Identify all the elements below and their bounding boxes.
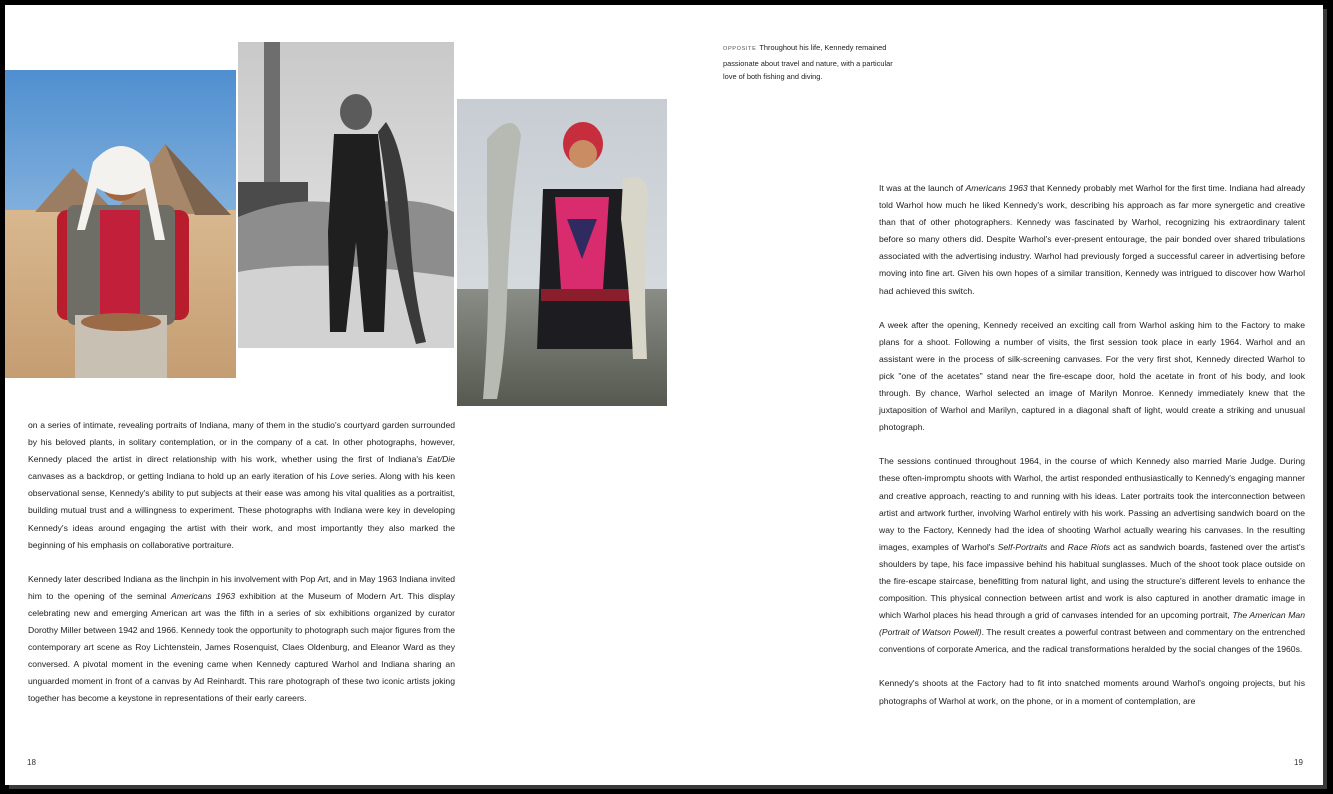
right-text-column [879, 180, 1305, 727]
text-run: Kennedy later described Indiana as the linchpin in his involvement with Pop Art, and in May 1963 Indiana invited him to the opening of the seminal [28, 573, 455, 601]
text-run: on a series of intimate, revealing portraits of Indiana, many of them in the studio's courtyard garden surrounded by his beloved plants, in solitary contemplation, or in the company of a cat. In other photographs, however, Kennedy placed the artist in direct relationship with his work, whether using the first of Indiana's [28, 420, 455, 465]
italic-title-run: Race Riots [1067, 541, 1111, 552]
text-run: canvases as a backdrop, or getting Indiana to hold up an early iteration of his [28, 471, 331, 482]
text-run: act as sandwich boards, fastened over the artist's shoulders by tape, his face impassive behind his habitual sunglasses. Much of the shoot took place outside on the fire-escape staircase, benefitting from natural light, and using the structure's different levels to enhance the composition. This physical connection between artist and work is also captured in another dramatic image in which Warhol places his head through a grid of canvases intended for an upcoming portrait, [879, 541, 1305, 621]
italic-title-run: Love [330, 471, 349, 482]
italic-title-run: The American Man (Portrait of Watson Powell) [879, 610, 1305, 638]
photo-fish [457, 99, 667, 406]
left-paragraph-2 [28, 571, 455, 708]
text-run: It was at the launch of [879, 183, 966, 193]
text-run: that Kennedy probably met Warhol for the first time. Indiana had already told Warhol how much he liked Kennedy's work, describing his approach as far more synergetic and creative than that of other photographers. Kennedy was fascinated by Warhol, recognizing his extraordinary talent before so many others did. Despite Warhol's ever-present entourage, the pair bonded over shared tribulations associated with the advertising industry. Warhol had previously forged a successful career in advertising before moving into fine art. Given his own hopes of a similar transition, Kennedy was intrigued to discover how Warhol had achieved this switch. [879, 183, 1305, 296]
right-paragraph-3 [879, 453, 1305, 658]
photo-caption [723, 41, 908, 84]
italic-title-run: Americans 1963 [965, 183, 1028, 193]
italic-title-run: Self-Portraits [997, 541, 1048, 552]
text-run: and [1047, 541, 1068, 552]
text-run: . The result creates a powerful contrast between and commentary on the entrenched conventions of corporate America, and the radical transformations heralded by the social changes of the 1960s. [879, 627, 1305, 655]
left-paragraph-1 [28, 417, 455, 554]
photo-diver [238, 42, 454, 348]
right-paragraph-1 [879, 180, 1305, 300]
page-number-right: 19 [1294, 758, 1303, 767]
text-run: A week after the opening, Kennedy received an exciting call from Warhol asking him to the Factory to make plans for a shoot. Following a number of visits, the first session took place in early 1964. Warhol and an assistant were in the process of silk-screening canvases. For the very first shot, Kennedy directed Warhol to pick "one of the acetates" stand near the fire-escape door, hold the acetate in front of his body, and look through. By chance, Warhol selected an image of Marilyn Monroe. Kennedy immediately knew that the juxtaposition of Warhol and Marilyn, captured in a diagonal shaft of light, would create a striking and unusual photograph. [879, 319, 1305, 433]
right-paragraph-2 [879, 317, 1305, 437]
right-paragraph-4 [879, 675, 1305, 709]
text-run: Kennedy's shoots at the Factory had to fit into snatched moments around Warhol's ongoing projects, but his photographs of Warhol at work, on the phone, or in a moment of contemplation, are [879, 678, 1305, 706]
text-run: series. Along with his keen observational sense, Kennedy's ability to put subjects at their ease was among his vital qualities as a portraitist, building mutual trust and a willingness to experiment. These photographs with Indiana were key in developing Kennedy's ideas around engaging the artist with their work, and most importantly they also marked the beginning of his emphasis on collaborative portraiture. [28, 471, 455, 550]
page-number-left: 18 [27, 758, 36, 767]
text-run: The sessions continued throughout 1964, in the course of which Kennedy also married Marie Judge. During these often-impromptu shoots with Warhol, the artist responded enthusiastically to Kennedy's engaging manner and creative approach, reacting to and running with his ideas. Later portraits took the interconnection between artist and artwork further, involving Warhol entirely with his work. Passing an advertising sandwich board on the way to the Factory, Kennedy had the idea of shooting Warhol actually wearing his canvases. In the resulting images, examples of Warhol's [879, 456, 1305, 552]
caption-label: OPPOSITE [723, 46, 757, 52]
left-text-column [28, 417, 455, 725]
text-run: exhibition at the Museum of Modern Art. This display celebrating new and emerging American art was the fifth in a series of six exhibitions organized by curator Dorothy Miller between 1942 and 1966. Kennedy took the opportunity to photograph such major figures from the contemporary art scene as Roy Lichtenstein, James Rosenquist, Claes Oldenburg, and Eleanor Ward as they conversed. A pivotal moment in the evening came when Kennedy captured Warhol and Indiana sharing an unguarded moment in front of a canvas by Ad Reinhardt. This rare photograph of these two iconic artists joking together has become a keystone in representations of their early careers. [28, 590, 455, 704]
italic-title-run: Americans 1963 [170, 590, 236, 601]
photo-pyramids [5, 70, 236, 378]
italic-title-run: Eat/Die [426, 454, 455, 465]
caption-text: Throughout his life, Kennedy remained passionate about travel and nature, with a particular love of both fishing and diving. [723, 43, 893, 82]
page-area [5, 5, 1323, 785]
